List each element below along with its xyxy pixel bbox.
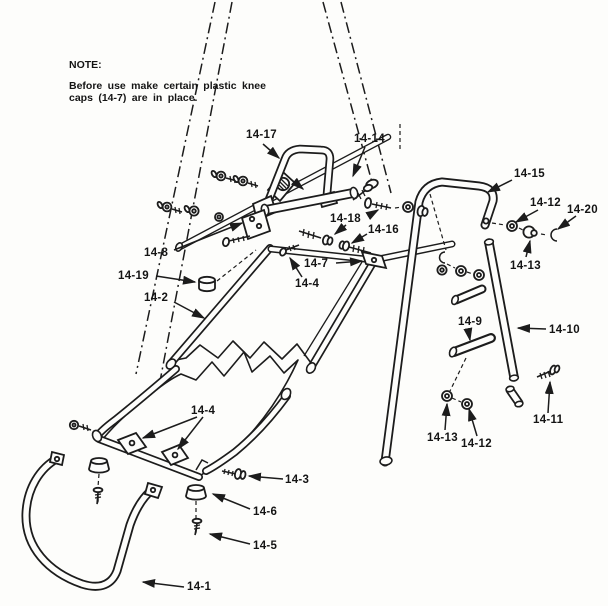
callout-14-8: 14-8 (144, 247, 169, 259)
callout-14-6: 14-6 (253, 506, 278, 518)
nut (456, 266, 466, 276)
callout-14-4-bottom: 14-4 (191, 405, 216, 417)
screw (222, 236, 250, 247)
seat-wing-bolt (70, 421, 91, 431)
note-line-1: Before use make certain plastic knee (69, 80, 266, 92)
callout-14-20: 14-20 (567, 204, 598, 216)
callout-14-15: 14-15 (514, 168, 545, 180)
foot-screw (94, 488, 103, 504)
wing-screw (157, 201, 182, 214)
callout-14-17: 14-17 (246, 129, 277, 141)
callout-labels (118, 129, 598, 593)
washer (442, 391, 452, 401)
note-block (69, 59, 266, 104)
carriage-bolt (299, 229, 333, 245)
brace-bolt (537, 365, 560, 379)
callout-14-7: 14-7 (304, 258, 329, 270)
callout-14-12-top: 14-12 (530, 197, 561, 209)
callout-14-12-bottom: 14-12 (461, 438, 492, 450)
callout-14-16: 14-16 (368, 224, 399, 236)
callout-14-5: 14-5 (253, 540, 278, 552)
nut (215, 213, 223, 221)
foot-cap (186, 485, 206, 518)
callout-14-2: 14-2 (144, 292, 169, 304)
ladder-step (448, 338, 491, 391)
note-line-2: caps (14-7) are in place. (69, 92, 198, 104)
retainer-clip (440, 252, 445, 263)
wing-screw (233, 175, 258, 188)
callout-14-13-top: 14-13 (510, 260, 541, 272)
callout-14-3: 14-3 (285, 474, 310, 486)
wing-nut (184, 205, 199, 216)
nut (507, 221, 517, 231)
flanged-cap-nut (523, 226, 536, 237)
slide-chute (164, 247, 374, 375)
callout-14-19: 14-19 (118, 270, 149, 282)
washer (452, 398, 472, 409)
callout-14-10: 14-10 (549, 324, 580, 336)
seat-bolt (222, 468, 246, 479)
callout-14-13-bottom: 14-13 (427, 432, 458, 444)
callout-14-18: 14-18 (330, 213, 361, 225)
callout-14-14: 14-14 (354, 133, 385, 145)
callout-14-11: 14-11 (533, 414, 564, 426)
spacer-sleeve (505, 385, 523, 407)
callout-14-4-top: 14-4 (295, 278, 320, 290)
note-heading: NOTE: (69, 59, 102, 71)
callout-14-1: 14-1 (187, 581, 212, 593)
ladder-step (450, 289, 482, 305)
carriage-bolt (339, 241, 371, 254)
callout-14-9: 14-9 (458, 316, 483, 328)
foot-screw (193, 519, 202, 535)
nut (437, 265, 446, 274)
foot-cap (89, 458, 109, 487)
